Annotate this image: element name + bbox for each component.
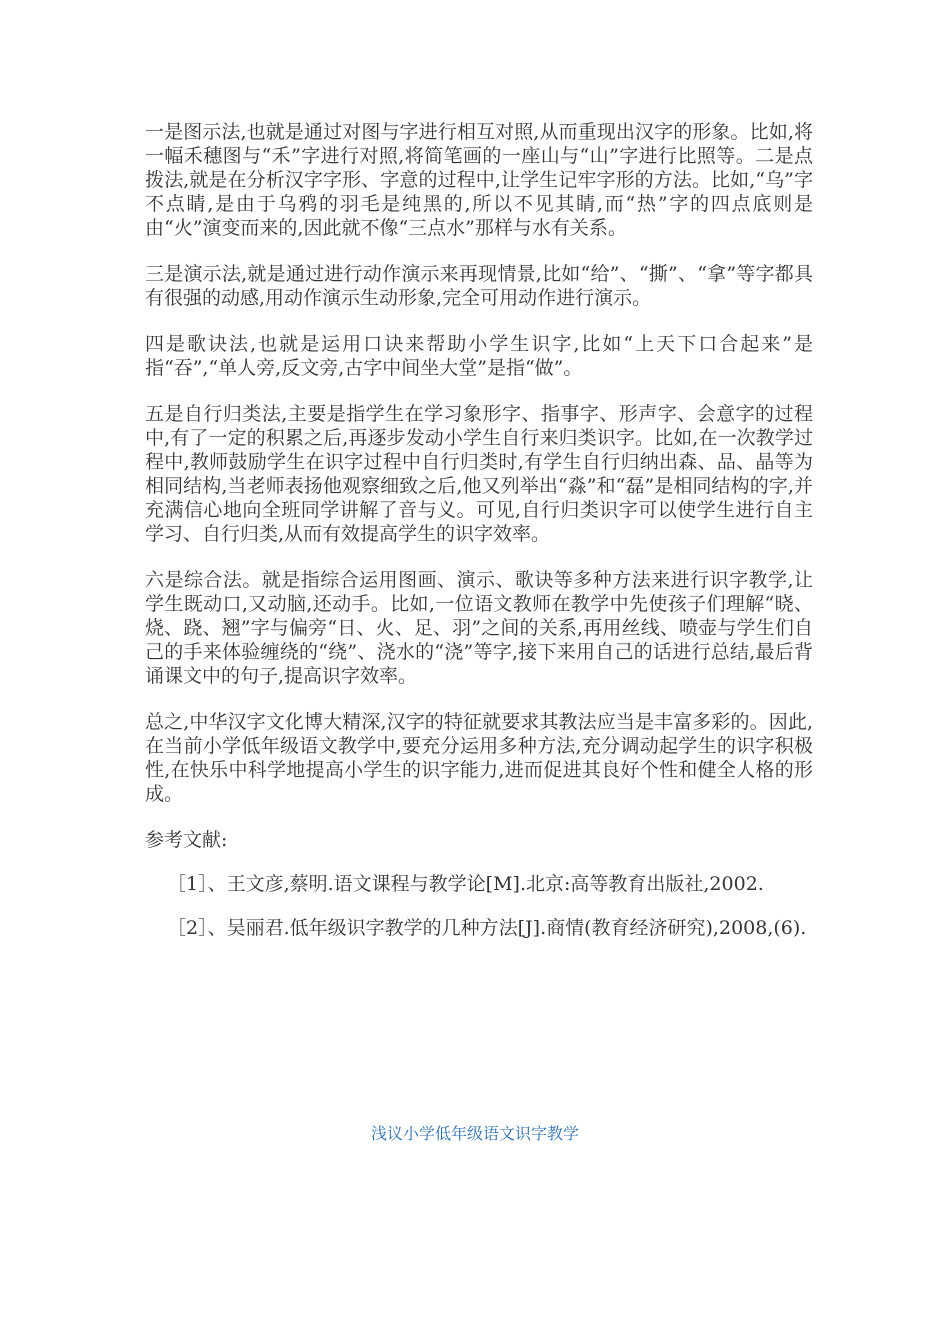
paragraph-demonstration-method: 三是演示法,就是通过进行动作演示来再现情景,比如“给”、“撕”、“拿”等字都具有很强的动感,用动作演示生动形象,完全可用动作进行演示。 [145,263,813,309]
footer-title: 浅议小学低年级语文识字教学 [370,1124,579,1143]
paragraph-rhyme-method: 四是歌诀法,也就是运用口诀来帮助小学生识字,比如“上天下口合起来”是指“吞”,“单人旁,反文旁,古字中间坐大堂”是指“做”。 [145,333,813,379]
paragraph-illustration-method: 一是图示法,也就是通过对图与字进行相互对照,从而重现出汉字的形象。比如,将一幅禾穗图与“禾”字进行对照,将简笔画的一座山与“山”字进行比照等。二是点拨法,就是在分析汉字字形、字意的过程中,让学生记牢字形的方法。比如,“乌”字不点睛,是由于乌鸦的羽毛是纯黑的,所以不见其睛,而“热”字的四点底则是由“火”演变而来的,因此就不像“三点水”那样与水有关系。 [145,121,813,239]
document-body [145,120,813,960]
references-heading: 参考文献: [145,829,228,851]
paragraph-self-classification-method: 五是自行归类法,主要是指学生在学习象形字、指事字、形声字、会意字的过程中,有了一定的积累之后,再逐步发动小学生自行来归类识字。比如,在一次教学过程中,教师鼓励学生在识字过程中自行归类时,有学生自行归纳出森、品、晶等为相同结构,当老师表扬他观察细致之后,他又列举出“淼”和“磊”是相同结构的字,并充满信心地向全班同学讲解了音与义。可见,自行归类识字可以使学生进行自主学习、自行归类,从而有效提高学生的识字效率。 [145,403,813,545]
reference-item-2: ［2］、吴丽君.低年级识字教学的几种方法[J].商情(教育经济研究),2008,(6). [167,917,807,939]
paragraph-conclusion: 总之,中华汉字文化博大精深,汉字的特征就要求其教法应当是丰富多彩的。因此,在当前小学低年级语文教学中,要充分运用多种方法,充分调动起学生的识字积极性,在快乐中科学地提高小学生的识字能力,进而促进其良好个性和健全人格的形成。 [145,711,813,805]
paragraph-comprehensive-method: 六是综合法。就是指综合运用图画、演示、歌诀等多种方法来进行识字教学,让学生既动口,又动脑,还动手。比如,一位语文教师在教学中先使孩子们理解“晓、烧、跷、翘”字与偏旁“日、火、足、羽”之间的关系,再用丝线、喷壶与学生们自己的手来体验缠绕的“绕”、浇水的“浇”等字,接下来用自己的话进行总结,最后背诵课文中的句子,提高识字效率。 [145,569,813,687]
reference-item-1: ［1］、王文彦,蔡明.语文课程与教学论[M].北京:高等教育出版社,2002. [167,873,764,895]
